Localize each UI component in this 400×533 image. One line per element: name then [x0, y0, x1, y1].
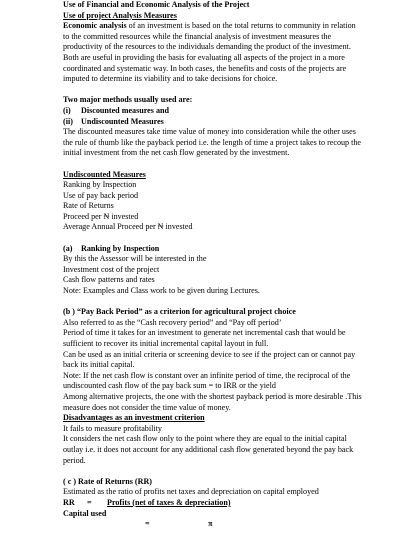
- ranking-paragraph-line: Investment cost of the project: [63, 264, 160, 274]
- payback-paragraph-line: sufficient to recover its initial incremental capital layout in full.: [63, 339, 269, 348]
- rate-of-returns-heading: ( c ) Rate of Returns (RR): [63, 476, 153, 486]
- payback-paragraph-line: Among alternative projects, the one with the shortest payback period is more desirable .This: [63, 391, 362, 401]
- disadvantages-line: It considers the net cash flow only to the point where they are equal to the initial capital: [63, 434, 347, 444]
- rr-formula-row: [63, 498, 400, 509]
- rr-label: RR: [63, 497, 75, 507]
- undiscounted-list-item: Rate of Returns: [63, 201, 114, 211]
- method-item-discounted: (i) Discounted measures and: [63, 105, 169, 115]
- methods-heading: Two major methods usually used are:: [63, 95, 193, 105]
- rr-equals: =: [87, 497, 92, 507]
- payback-paragraph-line: back its initial capital.: [63, 360, 135, 370]
- rr-bottom-equation: [63, 519, 400, 530]
- intro-paragraph-line: productivity of the resources to the individuals demanding the product of the investment.: [63, 42, 351, 52]
- intro-paragraph-line: to the committed resources while the financial analysis of investment measures the: [63, 31, 332, 41]
- payback-paragraph-line: Also referred to as the “Cash recovery period” and “Pay off period’: [63, 317, 282, 327]
- bottom-pi: π: [208, 519, 213, 529]
- rr-numerator: Profits (net of taxes & depreciation): [107, 497, 231, 507]
- intro-lead-term: Economic analysis: [63, 21, 127, 31]
- undiscounted-list-item: Average Annual Proceed per ₦ invested: [63, 222, 193, 232]
- payback-paragraph-line: measure does not consider the time value of money.: [63, 402, 231, 412]
- intro-paragraph-line: coordinated and systematic way. In both cases, the benefits and costs of the projects are: [63, 63, 347, 73]
- payback-paragraph-line: Note: If the net cash flow is constant over an infinite period of time, the reciprocal of the: [63, 370, 351, 380]
- undiscounted-heading: Undiscounted Measures: [63, 169, 146, 179]
- disadvantages-line: period.: [63, 455, 86, 465]
- undiscounted-list-item: Ranking by Inspection: [63, 180, 137, 190]
- ranking-paragraph-line: By this the Assessor will be interested in the: [63, 254, 207, 264]
- methods-paragraph-line: the rule of thumb like the payback period i.e. the length of time a project takes to recoup the: [63, 137, 362, 147]
- ranking-paragraph-line: Note: Examples and Class work to be given during Lectures.: [63, 286, 260, 296]
- ranking-heading: (a) Ranking by Inspection: [63, 243, 160, 253]
- intro-paragraph-line: Economic analysis of an investment is based on the total returns to community in relation: [63, 21, 356, 31]
- disadvantages-heading: Disadvantages as an investment criterion: [63, 413, 205, 423]
- rate-of-returns-line: Estimated as the ratio of profits net taxes and depreciation on capital employed: [63, 487, 319, 497]
- intro-paragraph-line: imputed to determine its viability and to take decisions for choice.: [63, 74, 278, 84]
- undiscounted-list-item: Use of pay back period: [63, 190, 139, 200]
- document-title: Use of Financial and Economic Analysis of the Project: [63, 0, 250, 9]
- ranking-paragraph-line: Cash flow patterns and rates: [63, 275, 155, 285]
- intro-paragraph-line: Both are useful in providing the basis for evaluating all aspects of the project in a more: [63, 52, 345, 62]
- payback-paragraph-line: Can be used as an initial criteria or screening device to see if the project can or cannot pay: [63, 349, 356, 359]
- payback-paragraph-line: Period of time it takes for an investment to generate net incremental cash that would be: [63, 328, 346, 338]
- methods-paragraph-line: initial investment from the net cash flow generated by the investment.: [63, 148, 290, 158]
- payback-heading: (b ) “Pay Back Period” as a criterion for agricultural project choice: [63, 307, 296, 317]
- undiscounted-list-item: Proceed per ₦ invested: [63, 211, 139, 221]
- bottom-equals: =: [145, 519, 150, 529]
- section-heading-project-analysis: Use of project Analysis Measures: [63, 10, 177, 20]
- disadvantages-line: It fails to measure profitability: [63, 423, 162, 433]
- method-item-undiscounted: (ii) Undiscounted Measures: [63, 116, 164, 126]
- rr-denominator: Capital used: [63, 508, 107, 518]
- methods-paragraph-line: The discounted measures take time value of money into consideration while the other uses: [63, 127, 356, 137]
- disadvantages-line: outlay i.e. it does not account for any additional cash flow generated beyond the pay back: [63, 444, 354, 454]
- payback-paragraph-line: undiscounted cash flow of the pay back sum = to IRR or the yield: [63, 381, 276, 391]
